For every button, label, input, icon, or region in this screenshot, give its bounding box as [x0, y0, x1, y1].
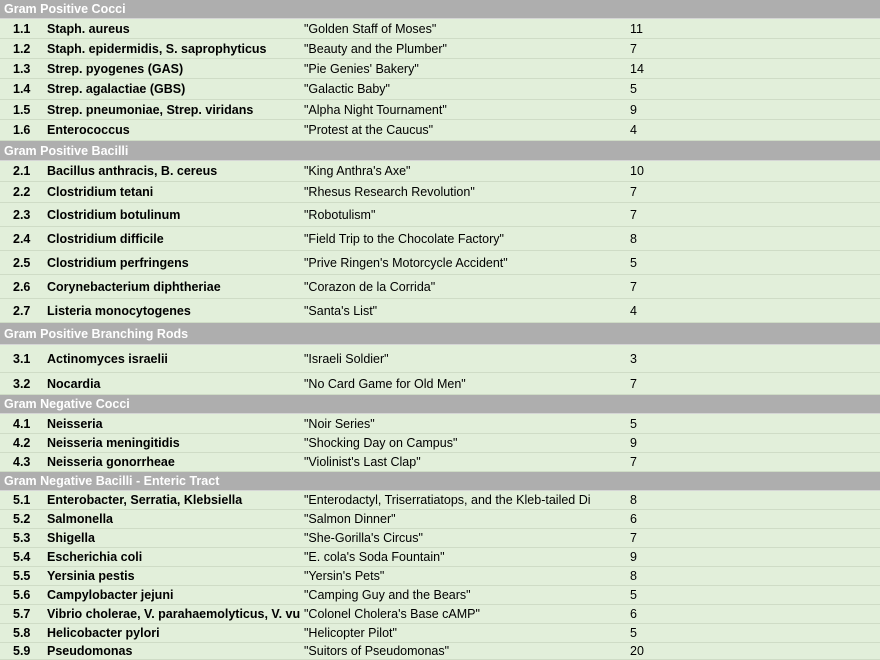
- row-number[interactable]: 5.6: [13, 588, 31, 602]
- row-number[interactable]: 2.3: [13, 207, 31, 222]
- count-cell[interactable]: 7: [630, 455, 637, 469]
- table-row[interactable]: [0, 605, 880, 624]
- count-cell[interactable]: 5: [630, 82, 637, 96]
- mnemonic-cell[interactable]: "Salmon Dinner": [304, 512, 396, 526]
- row-number[interactable]: 1.1: [13, 21, 31, 36]
- organism-cell[interactable]: Listeria monocytogenes: [47, 303, 191, 318]
- organism-cell[interactable]: Clostridium difficile: [47, 231, 164, 246]
- row-number[interactable]: 5.2: [13, 512, 31, 526]
- count-cell[interactable]: 6: [630, 607, 637, 621]
- table-row[interactable]: [0, 567, 880, 586]
- organism-cell[interactable]: Strep. pneumoniae, Strep. viridans: [47, 102, 254, 117]
- organism-cell[interactable]: Enterobacter, Serratia, Klebsiella: [47, 493, 243, 507]
- table-row[interactable]: [0, 491, 880, 510]
- organism-cell[interactable]: Neisseria meningitidis: [47, 436, 180, 450]
- table-row[interactable]: [0, 643, 880, 660]
- count-cell[interactable]: 5: [630, 416, 637, 431]
- mnemonic-cell[interactable]: "Violinist's Last Clap": [304, 455, 421, 469]
- mnemonic-cell[interactable]: "Yersin's Pets": [304, 569, 385, 583]
- mnemonic-cell[interactable]: "Colonel Cholera's Base cAMP": [304, 607, 480, 621]
- count-cell[interactable]: 5: [630, 588, 637, 602]
- organism-cell[interactable]: Enterococcus: [47, 123, 130, 137]
- organism-cell[interactable]: Actinomyces israelii: [47, 351, 168, 366]
- mnemonic-cell[interactable]: "E. cola's Soda Fountain": [304, 550, 445, 564]
- count-cell[interactable]: 20: [630, 644, 644, 658]
- organism-cell[interactable]: Neisseria gonorrheae: [47, 455, 175, 469]
- row-number[interactable]: 5.8: [13, 626, 31, 640]
- organism-cell[interactable]: Pseudomonas: [47, 644, 133, 658]
- organism-cell[interactable]: Strep. pyogenes (GAS): [47, 61, 184, 76]
- section-header[interactable]: [0, 472, 880, 491]
- mnemonic-cell[interactable]: "Helicopter Pilot": [304, 626, 397, 640]
- count-cell[interactable]: 7: [630, 41, 637, 56]
- row-number[interactable]: 2.1: [13, 164, 31, 178]
- organism-cell[interactable]: Vibrio cholerae, V. parahaemolyticus, V. vu: [47, 607, 301, 621]
- table-row[interactable]: [0, 79, 880, 100]
- count-cell[interactable]: 8: [630, 231, 637, 246]
- mnemonic-cell[interactable]: "Noir Series": [304, 416, 375, 431]
- mnemonic-cell[interactable]: "Robotulism": [304, 207, 376, 222]
- row-number[interactable]: 1.4: [13, 82, 31, 96]
- row-number[interactable]: 5.4: [13, 550, 31, 564]
- section-title: Gram Positive Bacilli: [4, 143, 129, 158]
- mnemonic-cell[interactable]: "Prive Ringen's Motorcycle Accident": [304, 255, 508, 270]
- organism-cell[interactable]: Staph. aureus: [47, 21, 130, 36]
- count-cell[interactable]: 7: [630, 185, 637, 199]
- table-row[interactable]: [0, 59, 880, 79]
- table-row[interactable]: [0, 161, 880, 182]
- mnemonic-cell[interactable]: "Suitors of Pseudomonas": [304, 644, 450, 658]
- count-cell[interactable]: 7: [630, 376, 637, 391]
- table-row[interactable]: [0, 275, 880, 299]
- mnemonic-cell[interactable]: "Santa's List": [304, 303, 378, 318]
- count-cell[interactable]: 14: [630, 61, 644, 76]
- organism-cell[interactable]: Clostridium perfringens: [47, 255, 189, 270]
- organism-cell[interactable]: Campylobacter jejuni: [47, 588, 174, 602]
- table-row[interactable]: [0, 510, 880, 529]
- mnemonic-cell[interactable]: "Pie Genies' Bakery": [304, 61, 419, 76]
- count-cell[interactable]: 6: [630, 512, 637, 526]
- organism-cell[interactable]: Clostridium botulinum: [47, 207, 181, 222]
- row-number[interactable]: 1.5: [13, 102, 31, 117]
- mnemonic-cell[interactable]: "Camping Guy and the Bears": [304, 588, 471, 602]
- organism-cell[interactable]: Yersinia pestis: [47, 569, 135, 583]
- mnemonic-cell[interactable]: "Corazon de la Corrida": [304, 279, 436, 294]
- section-title: Gram Negative Cocci: [4, 397, 130, 411]
- table-row[interactable]: [0, 345, 880, 373]
- table-row[interactable]: [0, 120, 880, 141]
- mnemonic-cell[interactable]: "Field Trip to the Chocolate Factory": [304, 231, 504, 246]
- mnemonic-cell[interactable]: "Shocking Day on Campus": [304, 436, 458, 450]
- organism-cell[interactable]: Clostridium tetani: [47, 185, 154, 199]
- count-cell[interactable]: 7: [630, 279, 637, 294]
- mnemonic-cell[interactable]: "Israeli Soldier": [304, 351, 389, 366]
- mnemonic-cell[interactable]: "Beauty and the Plumber": [304, 41, 447, 56]
- table-row[interactable]: [0, 453, 880, 472]
- organism-cell[interactable]: Shigella: [47, 531, 95, 545]
- row-number[interactable]: 1.2: [13, 41, 31, 56]
- mnemonic-cell[interactable]: "Golden Staff of Moses": [304, 21, 437, 36]
- row-number[interactable]: 4.2: [13, 436, 31, 450]
- section-title: Gram Negative Bacilli - Enteric Tract: [4, 474, 220, 488]
- organism-cell[interactable]: Salmonella: [47, 512, 113, 526]
- row-number[interactable]: 5.1: [13, 493, 31, 507]
- section-title: Gram Positive Branching Rods: [4, 326, 189, 341]
- count-cell[interactable]: 4: [630, 303, 637, 318]
- table-row[interactable]: [0, 39, 880, 59]
- mnemonic-cell[interactable]: "No Card Game for Old Men": [304, 376, 466, 391]
- row-number[interactable]: 2.6: [13, 279, 31, 294]
- table-row[interactable]: [0, 19, 880, 39]
- table-row[interactable]: [0, 548, 880, 567]
- row-number[interactable]: 5.7: [13, 607, 31, 621]
- count-cell[interactable]: 7: [630, 207, 637, 222]
- row-number[interactable]: 1.6: [13, 123, 31, 137]
- table-row[interactable]: [0, 414, 880, 434]
- row-number[interactable]: 5.9: [13, 644, 31, 658]
- count-cell[interactable]: 9: [630, 436, 637, 450]
- row-number[interactable]: 5.3: [13, 531, 31, 545]
- count-cell[interactable]: 8: [630, 493, 637, 507]
- count-cell[interactable]: 9: [630, 550, 637, 564]
- section-header[interactable]: [0, 141, 880, 161]
- organism-cell[interactable]: Neisseria: [47, 416, 103, 431]
- table-row[interactable]: [0, 434, 880, 453]
- table-row[interactable]: [0, 624, 880, 643]
- table-row[interactable]: [0, 182, 880, 203]
- mnemonic-cell[interactable]: "Enterodactyl, Triserratiatops, and the Kleb-tailed Di: [304, 493, 591, 507]
- count-cell[interactable]: 8: [630, 569, 637, 583]
- count-cell[interactable]: 9: [630, 102, 637, 117]
- count-cell[interactable]: 7: [630, 531, 637, 545]
- section-header[interactable]: [0, 395, 880, 414]
- table-row[interactable]: [0, 203, 880, 227]
- table-row[interactable]: [0, 251, 880, 275]
- count-cell[interactable]: 4: [630, 123, 637, 137]
- row-number[interactable]: 4.3: [13, 455, 31, 469]
- row-number[interactable]: 4.1: [13, 416, 31, 431]
- organism-cell[interactable]: Escherichia coli: [47, 550, 143, 564]
- organism-cell[interactable]: Nocardia: [47, 376, 101, 391]
- section-header[interactable]: [0, 323, 880, 345]
- row-number[interactable]: 2.5: [13, 255, 31, 270]
- count-cell[interactable]: 11: [630, 21, 643, 36]
- table-row[interactable]: [0, 227, 880, 251]
- table-row[interactable]: [0, 586, 880, 605]
- table-row[interactable]: [0, 373, 880, 395]
- section-header[interactable]: [0, 0, 880, 19]
- table-row[interactable]: [0, 299, 880, 323]
- row-number[interactable]: 2.7: [13, 303, 31, 318]
- table-row[interactable]: [0, 100, 880, 120]
- table-row[interactable]: [0, 529, 880, 548]
- count-cell[interactable]: 5: [630, 255, 637, 270]
- organism-cell[interactable]: Staph. epidermidis, S. saprophyticus: [47, 41, 267, 56]
- count-cell[interactable]: 5: [630, 626, 637, 640]
- organism-cell[interactable]: Strep. agalactiae (GBS): [47, 82, 186, 96]
- mnemonic-cell[interactable]: "Alpha Night Tournament": [304, 102, 447, 117]
- row-number[interactable]: 3.2: [13, 376, 31, 391]
- organism-cell[interactable]: Corynebacterium diphtheriae: [47, 279, 221, 294]
- organism-cell[interactable]: Helicobacter pylori: [47, 626, 160, 640]
- organism-cell[interactable]: Bacillus anthracis, B. cereus: [47, 164, 218, 178]
- row-number[interactable]: 2.2: [13, 185, 31, 199]
- mnemonic-cell[interactable]: "Galactic Baby": [304, 82, 390, 96]
- count-cell[interactable]: 10: [630, 164, 644, 178]
- row-number[interactable]: 5.5: [13, 569, 31, 583]
- count-cell[interactable]: 3: [630, 351, 637, 366]
- row-number[interactable]: 3.1: [13, 351, 31, 366]
- mnemonic-cell[interactable]: "King Anthra's Axe": [304, 164, 411, 178]
- row-number[interactable]: 2.4: [13, 231, 31, 246]
- mnemonic-cell[interactable]: "Rhesus Research Revolution": [304, 185, 475, 199]
- mnemonic-cell[interactable]: "Protest at the Caucus": [304, 123, 434, 137]
- row-number[interactable]: 1.3: [13, 61, 31, 76]
- section-title: Gram Positive Cocci: [4, 2, 126, 16]
- mnemonic-cell[interactable]: "She-Gorilla's Circus": [304, 531, 423, 545]
